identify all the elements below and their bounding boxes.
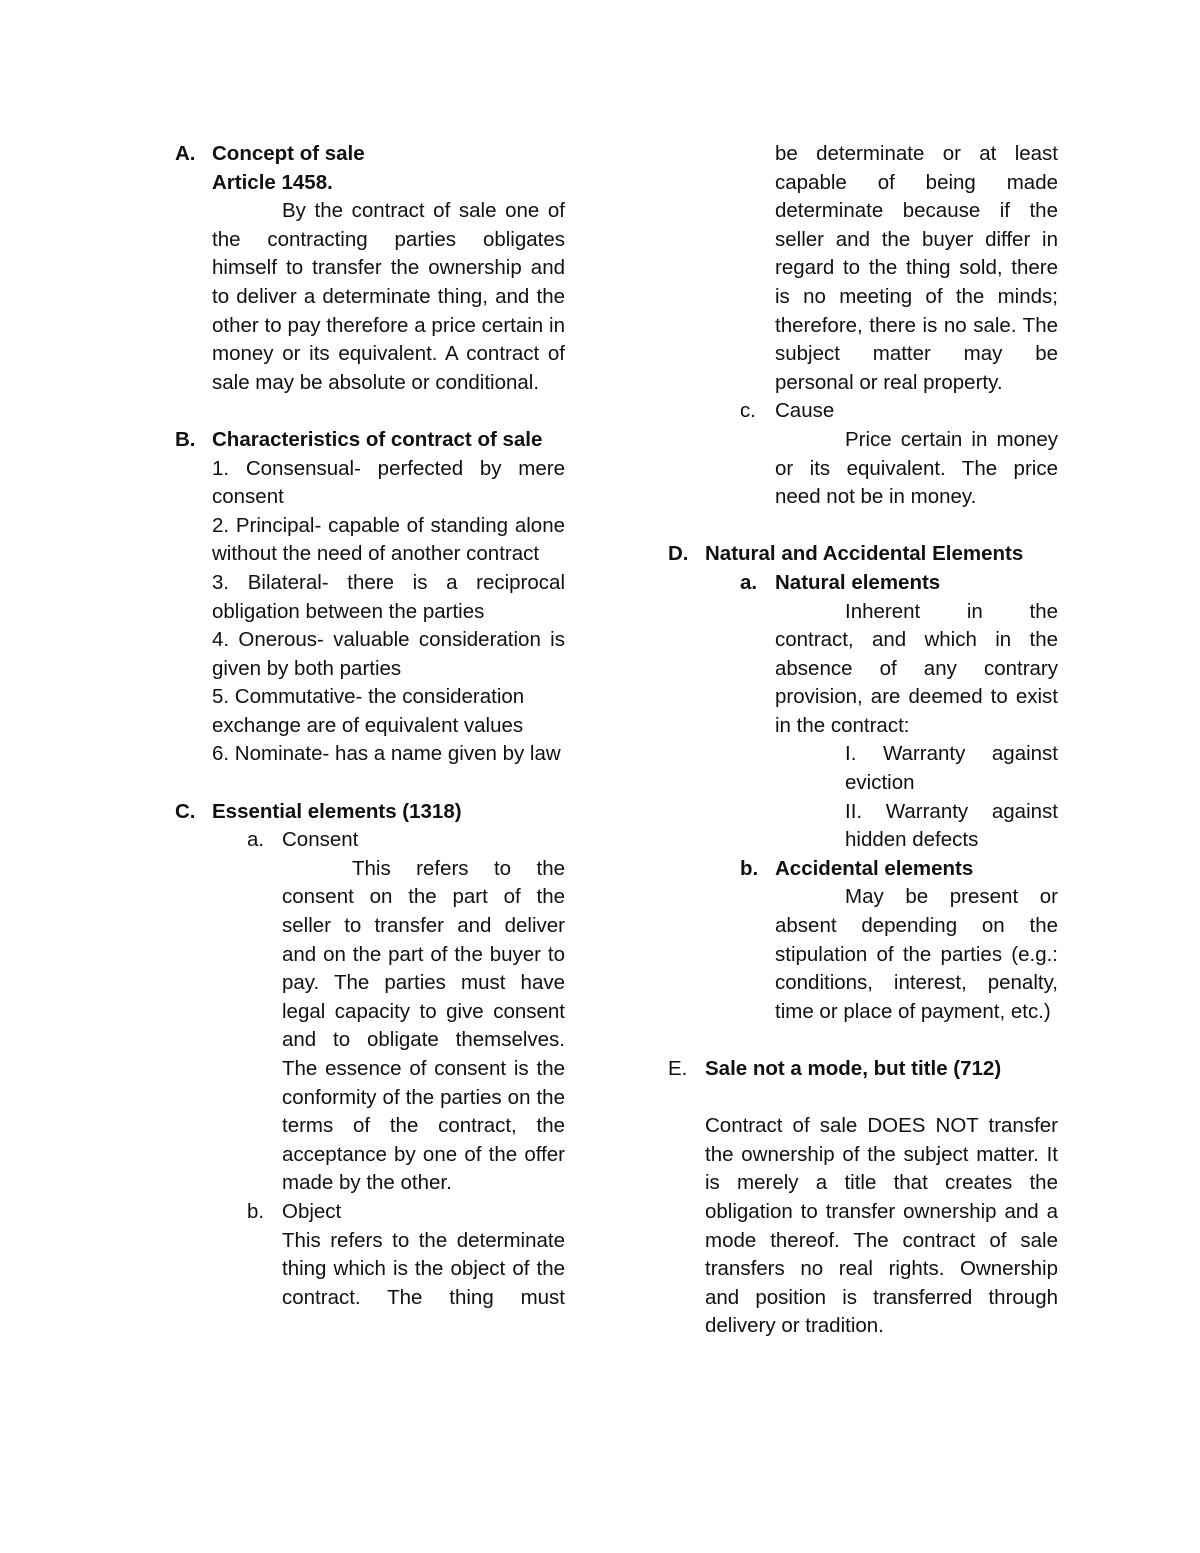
- section-a-marker: A.: [175, 142, 196, 165]
- section-c-title: Essential elements (1318): [212, 799, 462, 823]
- section-c-marker: C.: [175, 799, 196, 823]
- right-column: [668, 140, 1058, 1341]
- object-text-part2: be determinate or at least capable of being made determinate because if the seller and the buyer differ in regard to the thing sold, there is no meeting of the minds; therefore, there is no sale. The subject matter may be personal or real property.: [775, 142, 1058, 394]
- left-column: [175, 140, 565, 1312]
- article-1458-text: By the contract of sale one of the contracting parties obligates himself to transfer the ownership and to deliver a determinate thing, and the other to pay therefore a price certain in money or its equivalent. A contract of sale may be absolute or conditional.: [212, 199, 565, 394]
- characteristic-item: 3. Bilateral- there is a reciprocal obligation between the parties: [212, 570, 565, 623]
- section-e-title: Sale not a mode, but title (712): [705, 1057, 1002, 1080]
- cause-text: Price certain in money or its equivalent. The price need not be in money.: [775, 427, 1058, 509]
- natural-elements-text: Inherent in the contract, and which in the absence of any contrary provision, are deemed to exist in the contract:: [775, 599, 1058, 737]
- accidental-elements-marker: b.: [740, 856, 759, 880]
- accidental-elements-text: May be present or absent depending on the stipulation of the parties (e.g.: conditions, interest, penalty, time or place of payment, etc.): [775, 885, 1058, 1023]
- natural-elements-label: Natural elements: [775, 570, 941, 594]
- object-label: Object: [282, 1199, 342, 1223]
- section-e-marker: E.: [668, 1057, 688, 1080]
- section-a: [175, 140, 565, 397]
- accidental-elements-label: Accidental elements: [775, 856, 974, 880]
- article-1458-heading: Article 1458.: [212, 170, 333, 194]
- object-continued: [668, 140, 1058, 397]
- object-text-part1: This refers to the determinate thing which is the object of the contract. The thing must: [282, 1228, 565, 1309]
- section-b: [175, 426, 565, 769]
- consent-text: This refers to the consent on the part of the seller to transfer and deliver and on the part of the buyer to pay. The parties must have legal capacity to give consent and to obligate themselves. The essence of consent is the conformity of the parties on the terms of the contract, the acceptance by one of the offer made by the other.: [282, 856, 565, 1195]
- section-b-marker: B.: [175, 427, 196, 451]
- characteristic-item: 1. Consensual- perfected by mere consent: [212, 456, 565, 509]
- section-b-title: Characteristics of contract of sale: [212, 427, 543, 451]
- section-e-text: Contract of sale DOES NOT transfer the ownership of the subject matter. It is merely a title that creates the obligation to transfer ownership and a mode thereof. The contract of sale transfers no real rights. Ownership and position is transferred through delivery or tradition.: [705, 1114, 1058, 1338]
- natural-elements: [668, 569, 1058, 741]
- element-consent: [175, 826, 565, 1198]
- section-d-title: Natural and Accidental Elements: [705, 542, 1024, 566]
- element-object: [175, 1198, 565, 1312]
- cause-marker: c.: [740, 399, 756, 423]
- warranty-list: [668, 740, 1058, 854]
- consent-marker: a.: [247, 828, 265, 852]
- characteristic-item: 4. Onerous- valuable consideration is given by both parties: [212, 628, 565, 680]
- characteristic-item: 2. Principal- capable of standing alone without the need of another contract: [212, 513, 565, 566]
- section-e: [668, 1055, 1058, 1341]
- warranty-item: II. Warranty against hidden defects: [845, 799, 1058, 852]
- element-cause: [668, 397, 1058, 511]
- characteristic-item: 6. Nominate- has a name given by law: [212, 742, 561, 766]
- section-a-title: Concept of sale: [212, 142, 365, 165]
- characteristic-item: 5. Commutative- the consideration exchange are of equivalent values: [212, 685, 525, 737]
- section-d-marker: D.: [668, 542, 689, 566]
- object-marker: b.: [247, 1199, 265, 1223]
- cause-label: Cause: [775, 399, 835, 423]
- section-c: [175, 798, 565, 827]
- warranty-item: I. Warranty against eviction: [845, 742, 1058, 795]
- consent-label: Consent: [282, 828, 359, 852]
- natural-elements-marker: a.: [740, 570, 758, 594]
- accidental-elements: [668, 855, 1058, 1027]
- section-d: [668, 540, 1058, 569]
